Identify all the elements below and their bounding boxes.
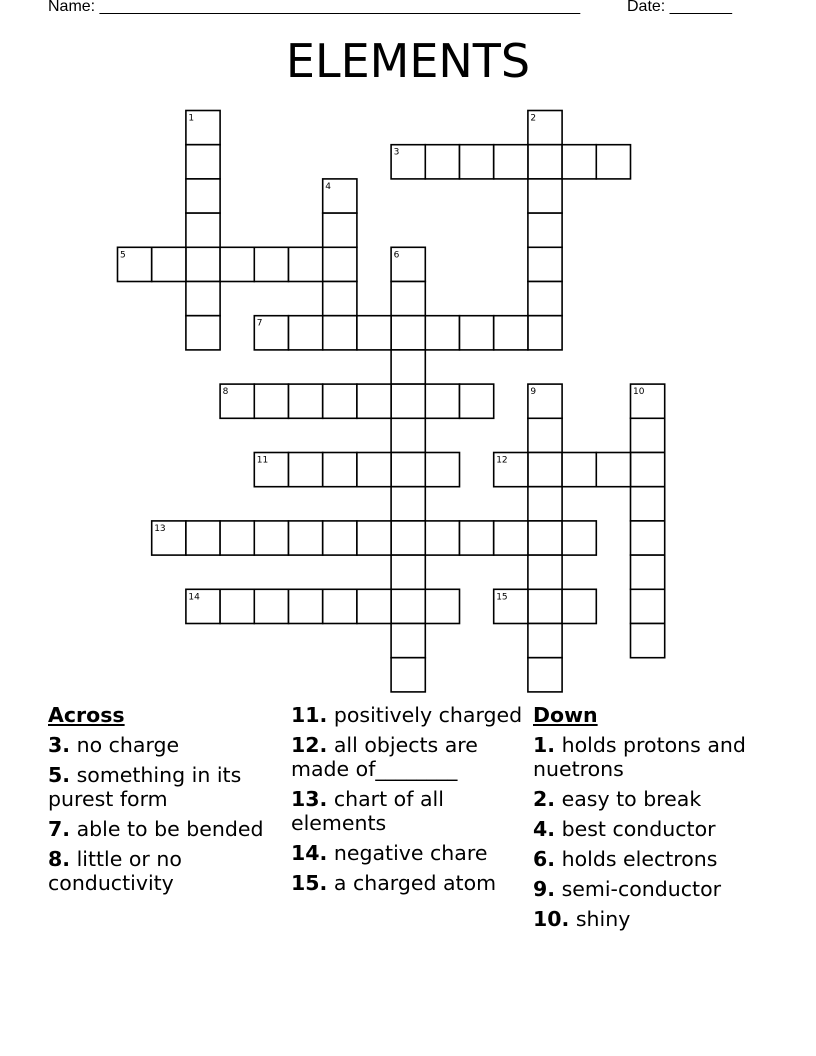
grid-cell[interactable] xyxy=(323,521,357,555)
across-heading: Across xyxy=(48,703,125,727)
grid-cell[interactable] xyxy=(528,418,562,452)
grid-cell[interactable] xyxy=(460,384,494,418)
grid-cell[interactable] xyxy=(186,247,220,281)
grid-cell[interactable] xyxy=(391,658,425,692)
grid-cell[interactable] xyxy=(186,282,220,316)
clue-across-7 xyxy=(48,817,278,841)
cell-number-8: 8 xyxy=(222,387,229,398)
grid-cell[interactable] xyxy=(323,247,357,281)
clue-number: 5. xyxy=(48,763,71,787)
clue-text: all objects are made of________ xyxy=(291,733,478,781)
name-line[interactable]: Name: ______________________________________________________ xyxy=(48,0,581,15)
grid-cell[interactable] xyxy=(562,521,596,555)
grid-cell[interactable] xyxy=(391,624,425,658)
clue-down-9 xyxy=(533,877,783,901)
grid-cell[interactable] xyxy=(425,521,459,555)
grid-cell[interactable] xyxy=(323,213,357,247)
grid-cell[interactable] xyxy=(425,384,459,418)
grid-cell[interactable] xyxy=(391,316,425,350)
clue-text: no charge xyxy=(76,733,180,757)
clue-number: 7. xyxy=(48,817,71,841)
cell-number-13: 13 xyxy=(154,523,166,534)
cell-number-9: 9 xyxy=(530,387,537,398)
grid-cell[interactable] xyxy=(357,384,391,418)
clue-text: best conductor xyxy=(561,817,716,841)
grid-cell[interactable] xyxy=(289,384,323,418)
clues-column-2 xyxy=(291,703,526,901)
grid-cell[interactable] xyxy=(391,589,425,623)
grid-cell[interactable] xyxy=(323,316,357,350)
grid-cell[interactable] xyxy=(220,589,254,623)
grid-cell[interactable] xyxy=(528,213,562,247)
cell-number-1: 1 xyxy=(188,113,195,124)
grid-cell[interactable] xyxy=(460,521,494,555)
clue-text: a charged atom xyxy=(333,871,497,895)
grid-cell[interactable] xyxy=(391,487,425,521)
clue-across-12 xyxy=(291,733,526,781)
clue-number: 9. xyxy=(533,877,556,901)
grid-cell[interactable] xyxy=(289,247,323,281)
clue-number: 1. xyxy=(533,733,556,757)
clue-number: 12. xyxy=(291,733,328,757)
clue-across-8 xyxy=(48,847,278,895)
grid-cell[interactable] xyxy=(391,521,425,555)
grid-cell[interactable] xyxy=(357,316,391,350)
clue-number: 10. xyxy=(533,907,570,931)
grid-cell[interactable] xyxy=(528,247,562,281)
grid-cell[interactable] xyxy=(528,658,562,692)
grid-cell[interactable] xyxy=(494,521,528,555)
grid-cell[interactable] xyxy=(631,624,665,658)
cell-number-12: 12 xyxy=(496,455,508,466)
cell-number-2: 2 xyxy=(530,113,537,124)
clue-number: 14. xyxy=(291,841,328,865)
cell-number-6: 6 xyxy=(393,250,400,261)
grid-cell[interactable] xyxy=(528,453,562,487)
grid-cell[interactable] xyxy=(631,589,665,623)
clue-down-1 xyxy=(533,733,783,781)
grid-cell[interactable] xyxy=(254,247,288,281)
grid-cell[interactable] xyxy=(254,384,288,418)
grid-cell[interactable] xyxy=(357,521,391,555)
grid-cell[interactable] xyxy=(289,589,323,623)
grid-cell[interactable] xyxy=(631,521,665,555)
grid-cell[interactable] xyxy=(357,453,391,487)
grid-cell[interactable] xyxy=(289,521,323,555)
grid-cell[interactable] xyxy=(289,316,323,350)
clue-number: 13. xyxy=(291,787,328,811)
puzzle-title: ELEMENTS xyxy=(285,34,531,88)
clue-across-15 xyxy=(291,871,526,895)
grid-cell[interactable] xyxy=(220,247,254,281)
clue-across-3 xyxy=(48,733,278,757)
clue-text: positively charged xyxy=(333,703,523,727)
clue-across-5 xyxy=(48,763,278,811)
clue-number: 11. xyxy=(291,703,328,727)
grid-cell[interactable] xyxy=(631,453,665,487)
clue-number: 3. xyxy=(48,733,71,757)
grid-cell[interactable] xyxy=(528,589,562,623)
clue-text: shiny xyxy=(575,907,631,931)
clue-text: negative chare xyxy=(333,841,488,865)
down-heading: Down xyxy=(533,703,598,727)
grid-cell[interactable] xyxy=(186,213,220,247)
grid-cell[interactable] xyxy=(494,316,528,350)
clue-text: holds protons and nuetrons xyxy=(533,733,746,781)
clue-across-13 xyxy=(291,787,526,835)
grid-cell[interactable] xyxy=(562,589,596,623)
grid-cell[interactable] xyxy=(323,589,357,623)
grid-cell[interactable] xyxy=(152,247,186,281)
grid-cell[interactable] xyxy=(528,316,562,350)
cell-number-4: 4 xyxy=(325,181,331,192)
grid-cell[interactable] xyxy=(425,145,459,179)
grid-cell[interactable] xyxy=(323,384,357,418)
cell-number-10: 10 xyxy=(633,387,645,398)
grid-cell[interactable] xyxy=(323,282,357,316)
grid-cell[interactable] xyxy=(631,418,665,452)
clue-text: semi-conductor xyxy=(561,877,722,901)
grid-cell[interactable] xyxy=(391,453,425,487)
cell-number-7: 7 xyxy=(256,318,263,329)
grid-cell[interactable] xyxy=(596,453,630,487)
grid-cell[interactable] xyxy=(528,179,562,213)
grid-cell[interactable] xyxy=(562,453,596,487)
clue-down-6 xyxy=(533,847,783,871)
clue-number: 8. xyxy=(48,847,71,871)
grid-cell[interactable] xyxy=(631,487,665,521)
clue-text: easy to break xyxy=(561,787,702,811)
clue-number: 15. xyxy=(291,871,328,895)
clues-column-1 xyxy=(48,703,278,901)
grid-cell[interactable] xyxy=(186,145,220,179)
grid-cell[interactable] xyxy=(186,521,220,555)
grid-cell[interactable] xyxy=(528,521,562,555)
clue-number: 6. xyxy=(533,847,556,871)
grid-cell[interactable] xyxy=(528,487,562,521)
cell-number-5: 5 xyxy=(120,250,126,261)
grid-cell[interactable] xyxy=(186,316,220,350)
grid-cell[interactable] xyxy=(528,145,562,179)
clue-down-10 xyxy=(533,907,783,931)
clue-down-4 xyxy=(533,817,783,841)
grid-cell[interactable] xyxy=(391,282,425,316)
clue-text: chart of all elements xyxy=(291,787,444,835)
clue-text: something in its purest form xyxy=(48,763,242,811)
grid-cell[interactable] xyxy=(357,589,391,623)
grid-cell[interactable] xyxy=(289,453,323,487)
grid-cell[interactable] xyxy=(186,179,220,213)
cell-number-3: 3 xyxy=(393,147,400,158)
grid-cell[interactable] xyxy=(596,145,630,179)
cell-number-14: 14 xyxy=(188,592,200,603)
clue-across-11 xyxy=(291,703,526,727)
clue-number: 4. xyxy=(533,817,556,841)
grid-cell[interactable] xyxy=(391,350,425,384)
grid-cell[interactable] xyxy=(254,589,288,623)
clue-across-14 xyxy=(291,841,526,865)
date-line[interactable]: Date: _______ xyxy=(627,0,732,15)
grid-cell[interactable] xyxy=(425,589,459,623)
grid-cell[interactable] xyxy=(323,453,357,487)
grid-cell[interactable] xyxy=(391,384,425,418)
grid-cell[interactable] xyxy=(460,145,494,179)
grid-cell[interactable] xyxy=(254,521,288,555)
clue-text: able to be bended xyxy=(76,817,264,841)
grid-cell[interactable] xyxy=(220,521,254,555)
cell-number-15: 15 xyxy=(496,592,508,603)
grid-cell[interactable] xyxy=(528,624,562,658)
clue-number: 2. xyxy=(533,787,556,811)
grid-cell[interactable] xyxy=(391,418,425,452)
grid-cell[interactable] xyxy=(425,316,459,350)
clue-text: little or no conductivity xyxy=(48,847,182,895)
grid-cell[interactable] xyxy=(494,145,528,179)
clues-column-3 xyxy=(533,703,783,937)
cell-number-11: 11 xyxy=(256,455,269,466)
grid-cell[interactable] xyxy=(631,555,665,589)
grid-cell[interactable] xyxy=(425,453,459,487)
grid-cell[interactable] xyxy=(528,282,562,316)
grid-cell[interactable] xyxy=(391,555,425,589)
grid-cell[interactable] xyxy=(562,145,596,179)
clue-text: holds electrons xyxy=(561,847,718,871)
clue-down-2 xyxy=(533,787,783,811)
grid-cell[interactable] xyxy=(528,555,562,589)
grid-cell[interactable] xyxy=(460,316,494,350)
